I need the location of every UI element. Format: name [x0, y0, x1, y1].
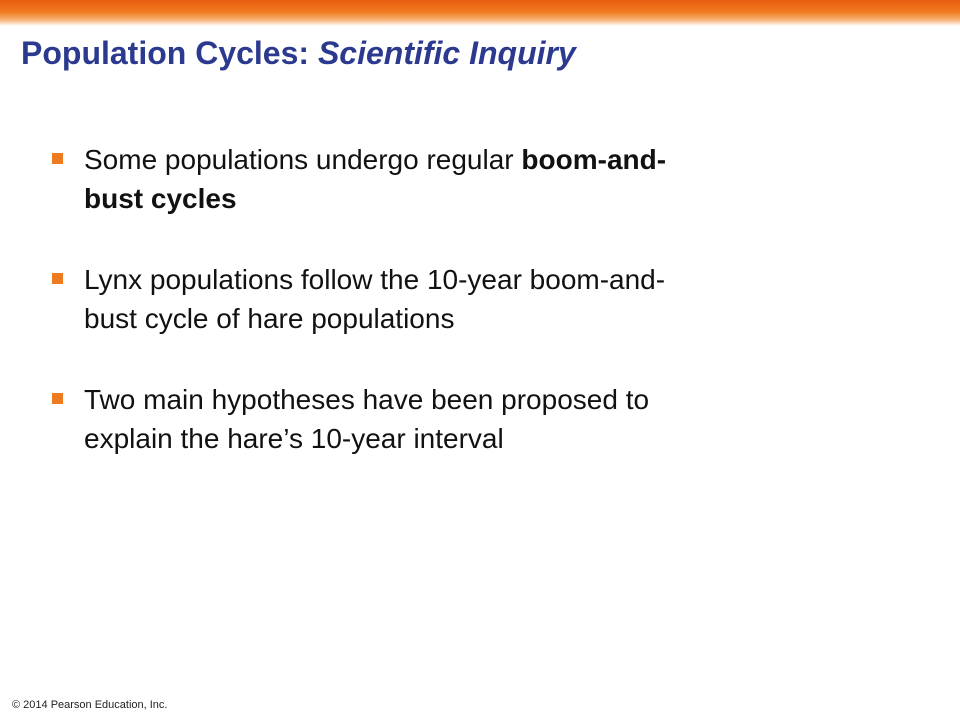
bullet-text-3 — [84, 384, 649, 454]
square-bullet-icon — [52, 393, 63, 404]
slide-title-main: Population Cycles: — [21, 35, 310, 71]
bullet-item-1 — [48, 140, 898, 218]
copyright-notice: © 2014 Pearson Education, Inc. — [12, 699, 168, 711]
bullet-text-3-line1: Two main hypotheses have been proposed to — [84, 384, 650, 415]
bullet-item-3 — [48, 380, 898, 458]
bullet-text-3-line2: explain the hare’s 10-year interval — [84, 423, 504, 454]
bullet-text-1-plain: Some populations undergo regular — [84, 144, 522, 175]
square-bullet-icon — [52, 153, 63, 164]
bullet-text-2-line2: bust cycle of hare populations — [84, 303, 455, 334]
bullet-text-2-line1: Lynx populations follow the 10-year boom-and- — [84, 264, 666, 295]
bullet-item-2 — [48, 260, 898, 338]
bullet-text-1-bold-a: boom-and- — [521, 144, 667, 175]
square-bullet-icon — [52, 273, 63, 284]
bullet-text-2 — [84, 264, 665, 334]
bullet-list — [48, 140, 898, 500]
slide-title-italic: Scientific Inquiry — [317, 35, 576, 71]
slide-title — [21, 31, 576, 75]
bullet-text-1 — [84, 144, 666, 214]
top-accent-bar — [0, 0, 960, 26]
bullet-text-1-bold-b: bust cycles — [84, 183, 237, 214]
